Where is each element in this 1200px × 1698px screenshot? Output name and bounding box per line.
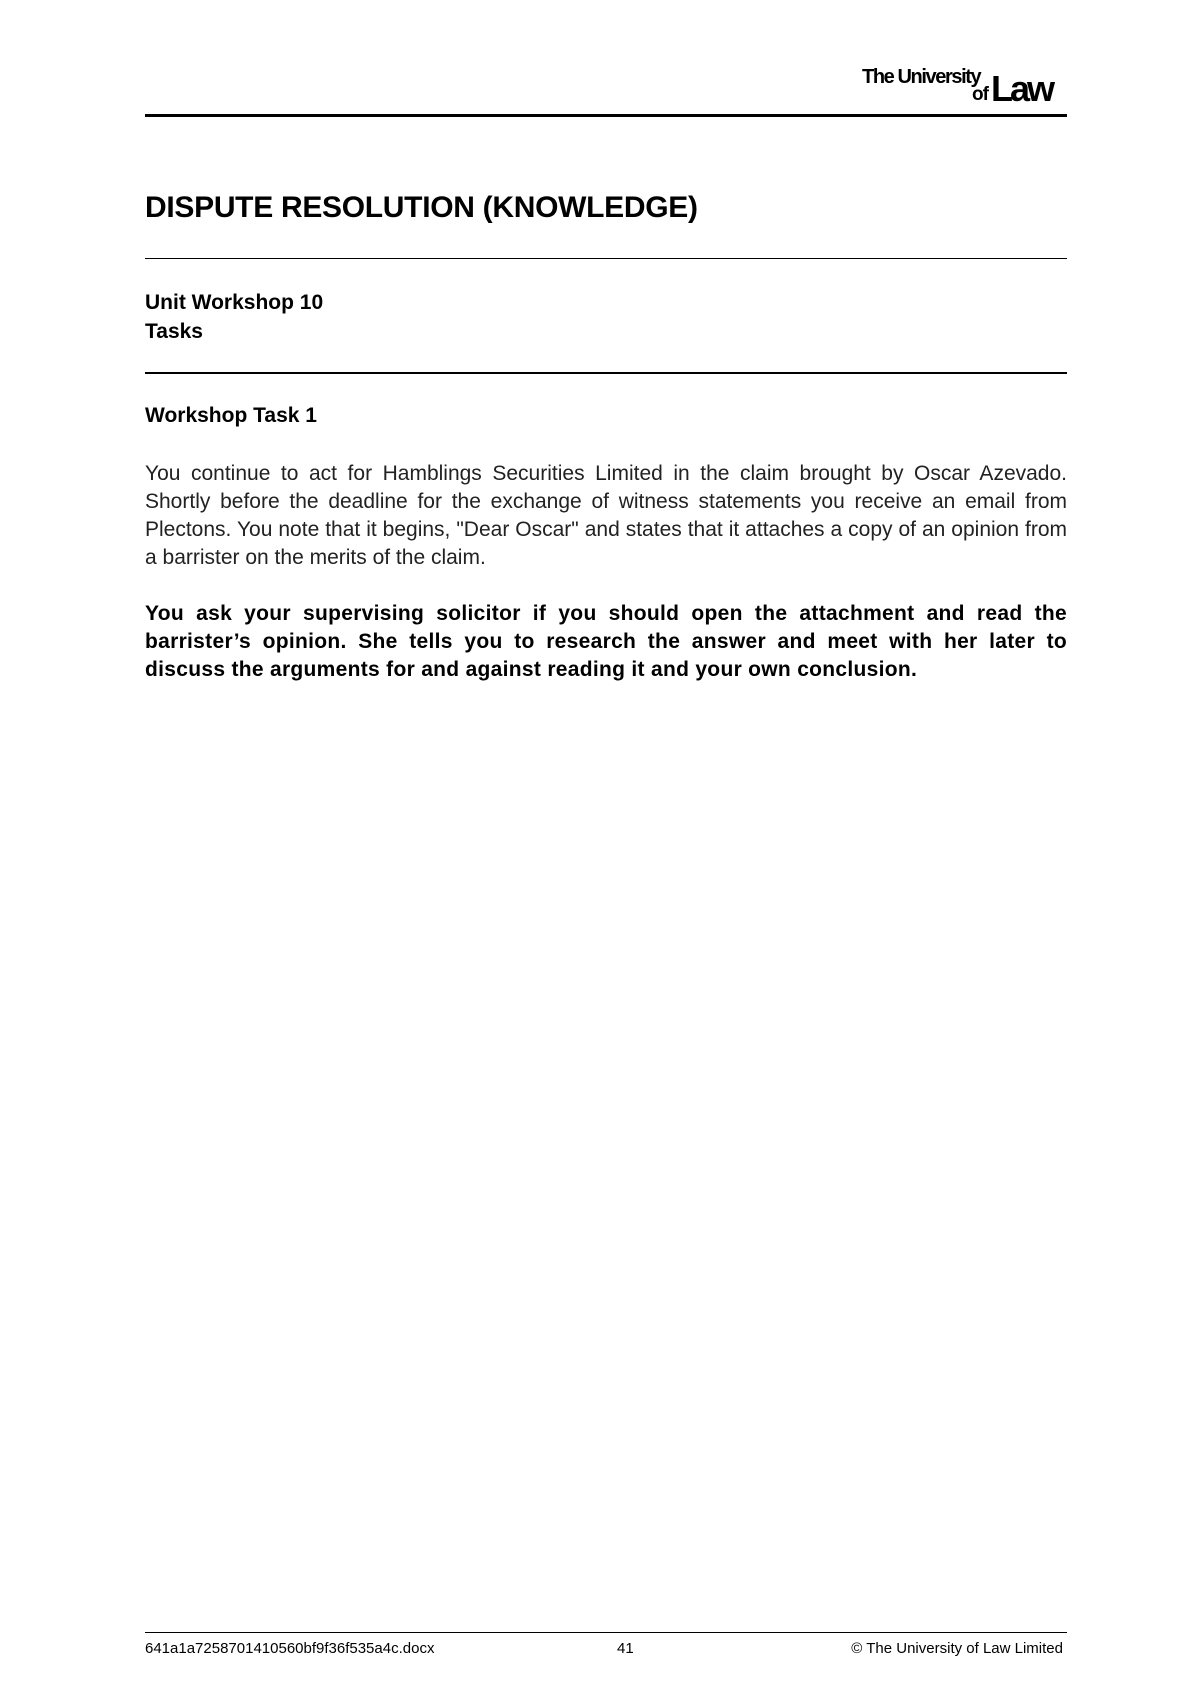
unit-subtitle: Tasks [145, 320, 203, 343]
header-divider [145, 114, 1067, 117]
logo-text-the-university: The University [862, 66, 981, 88]
university-of-law-logo [862, 66, 1068, 109]
footer-divider [145, 1632, 1067, 1633]
unit-label: Unit Workshop 10 [145, 291, 324, 314]
task-body-paragraph: You continue to act for Hamblings Securities Limited in the claim brought by Oscar Azevado. Shortly before the deadline for the exchange of witness statements you receive an email from Plectons. You note that it begins, "Dear Oscar" and states that it attaches a copy of an opinion from a barrister on the merits of the claim. [145, 462, 1067, 569]
footer-copyright: © The University of Law Limited [851, 1640, 1063, 1657]
logo-text-law: Law [991, 68, 1053, 109]
footer-page-number: 41 [617, 1640, 634, 1657]
unit-block [145, 288, 323, 346]
task-heading: Workshop Task 1 [145, 404, 317, 427]
task-instruction-paragraph: You ask your supervising solicitor if you should open the attachment and read the barrister’s opinion. She tells you to research the answer and meet with her later to discuss the arguments for and against reading it and your own conclusion. [145, 602, 1067, 681]
page-footer [145, 1640, 1067, 1660]
unit-divider [145, 372, 1067, 374]
document-title: DISPUTE RESOLUTION (KNOWLEDGE) [145, 191, 698, 224]
title-divider [145, 258, 1067, 259]
footer-filename: 641a1a7258701410560bf9f36f535a4c.docx [145, 1640, 435, 1657]
logo-text-of: of [972, 84, 988, 105]
